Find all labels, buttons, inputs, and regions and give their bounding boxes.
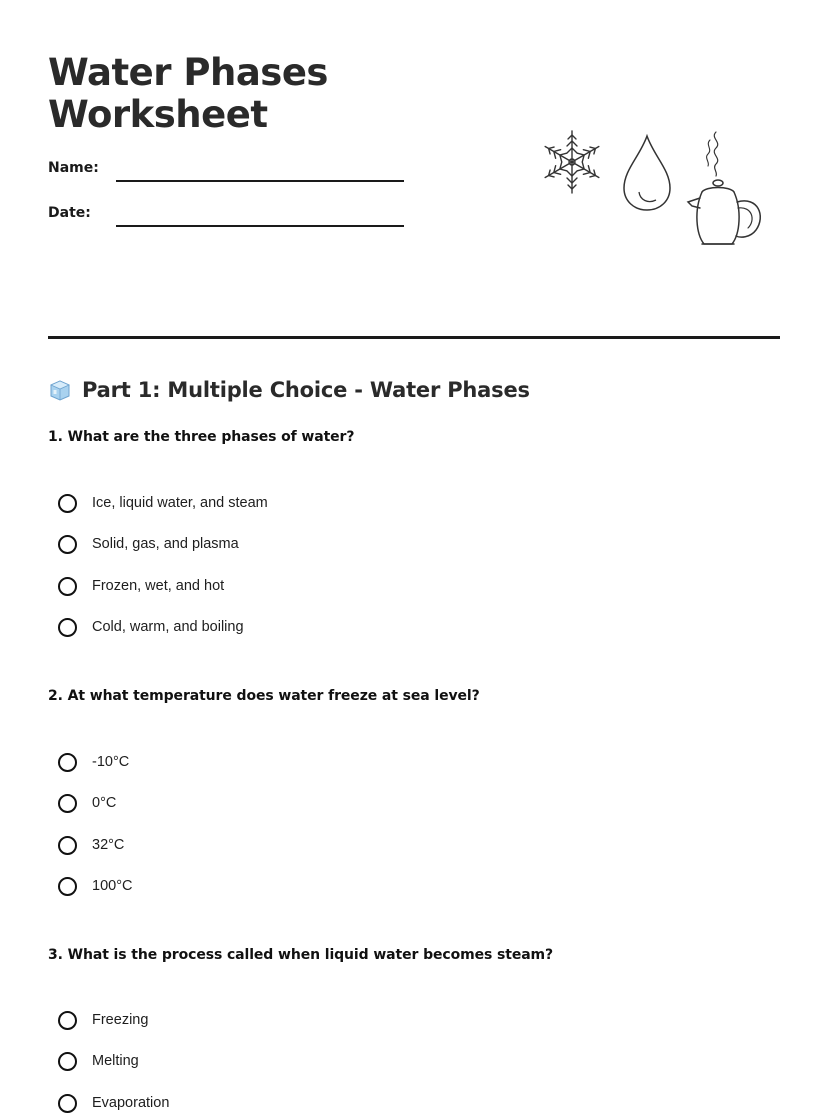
q2-option-a[interactable]: [58, 750, 129, 774]
q3-option-c[interactable]: [58, 1091, 169, 1115]
radio-button[interactable]: [58, 877, 77, 896]
option-label: Evaporation: [92, 1095, 170, 1111]
q1-option-b[interactable]: [58, 532, 239, 556]
option-label: Solid, gas, and plasma: [92, 536, 239, 552]
section-divider: [48, 336, 780, 339]
option-label: 32°C: [92, 837, 125, 853]
q1-option-a[interactable]: [58, 491, 268, 515]
name-field[interactable]: [116, 180, 404, 182]
radio-button[interactable]: [58, 836, 77, 855]
option-label: Ice, liquid water, and steam: [92, 495, 268, 511]
worksheet-title: [48, 52, 368, 136]
option-label: -10°C: [92, 754, 130, 770]
part1-title: Part 1: Multiple Choice - Water Phases: [82, 378, 530, 402]
radio-button[interactable]: [58, 535, 77, 554]
question-3: 3. What is the process called when liquid water becomes steam?: [48, 947, 554, 963]
option-label: Melting: [92, 1053, 139, 1069]
option-label: Frozen, wet, and hot: [92, 578, 225, 594]
radio-button[interactable]: [58, 577, 77, 596]
steaming-teapot-icon: [688, 132, 760, 244]
radio-button[interactable]: [58, 494, 77, 513]
part1-heading: [48, 376, 530, 404]
date-label: Date:: [48, 205, 91, 221]
radio-button[interactable]: [58, 618, 77, 637]
radio-button[interactable]: [58, 1011, 77, 1030]
radio-button[interactable]: [58, 1094, 77, 1113]
option-label: Freezing: [92, 1012, 149, 1028]
radio-button[interactable]: [58, 1052, 77, 1071]
title-line-2: Worksheet: [48, 93, 268, 136]
option-label: 100°C: [92, 878, 133, 894]
q2-option-d[interactable]: [58, 874, 132, 898]
option-label: 0°C: [92, 795, 117, 811]
q2-option-c[interactable]: [58, 833, 124, 857]
question-2: 2. At what temperature does water freeze at sea level?: [48, 688, 480, 704]
q1-option-c[interactable]: [58, 574, 224, 598]
snowflake-icon: [543, 131, 602, 193]
water-phase-illustrations: [540, 126, 770, 250]
question-1: 1. What are the three phases of water?: [48, 429, 355, 445]
title-line-1: Water Phases: [48, 51, 328, 94]
radio-button[interactable]: [58, 753, 77, 772]
q2-option-b[interactable]: [58, 791, 116, 815]
date-field[interactable]: [116, 225, 404, 227]
option-label: Cold, warm, and boiling: [92, 619, 244, 635]
q3-option-a[interactable]: [58, 1008, 148, 1032]
q3-option-b[interactable]: [58, 1049, 139, 1073]
ice-cube-icon: [48, 378, 72, 402]
name-label: Name:: [48, 160, 99, 176]
radio-button[interactable]: [58, 794, 77, 813]
water-drop-icon: [624, 136, 670, 210]
q1-option-d[interactable]: [58, 615, 244, 639]
